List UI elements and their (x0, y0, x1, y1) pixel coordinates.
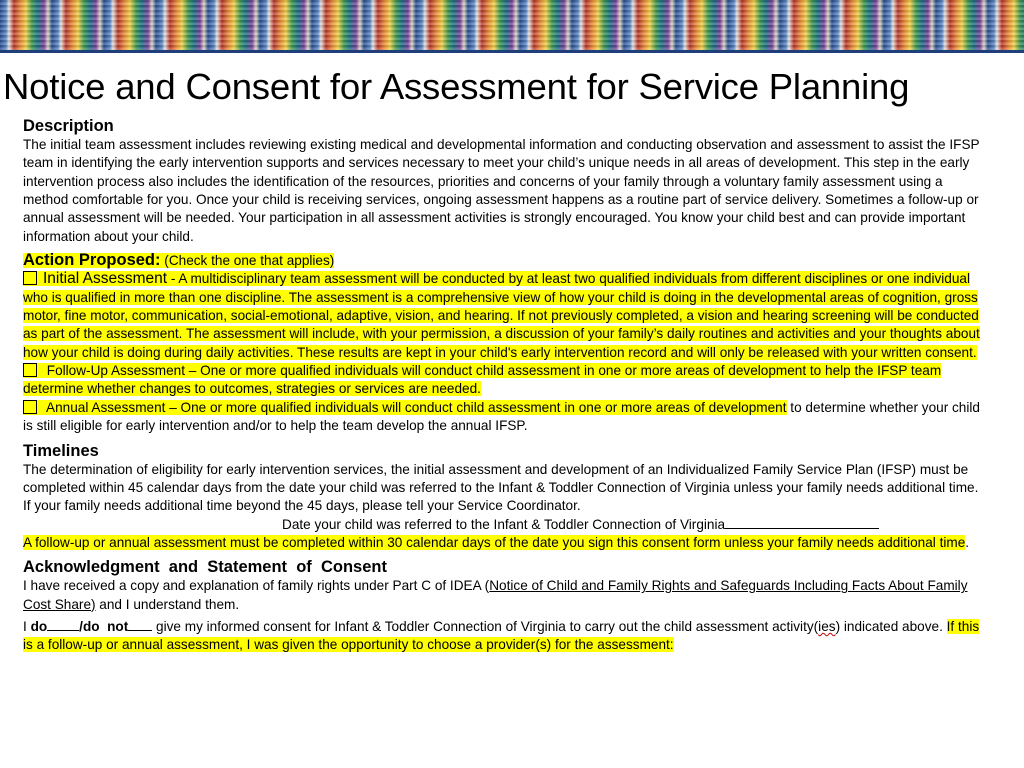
do-option: do (30, 618, 48, 634)
description-section (23, 116, 985, 246)
followup-assessment-checkbox[interactable] (23, 363, 37, 377)
timelines-text: The determination of eligibility for early intervention services, the initial assessment and development of an Individualized Family Service Plan (IFSP) must be completed within 45 calendar days from the date your child was referred to the Infant & Toddler Connection of Virginia unless your family needs additional time. If your family needs additional time beyond the 45 days, please tell your Service Coordinator. (23, 461, 979, 514)
consent-heading: Acknowledgment and Statement of Consent (23, 558, 387, 577)
do-not-blank[interactable] (128, 618, 152, 631)
annual-assessment-text-cont: to determine whether your child is still eligible for early intervention and/or to help the team develop the annual IFSP. (23, 399, 980, 434)
consent-i: I (23, 618, 31, 634)
do-not-option: do not (82, 618, 129, 634)
annual-assessment-text: Annual Assessment – One or more qualified individuals will conduct child assessment in one or more areas of development (43, 399, 787, 415)
followup-timeline-text: A follow-up or annual assessment must be completed within 30 calendar days of the date you sign this consent form unless your family needs additional time (23, 534, 966, 550)
action-proposed-header (23, 251, 985, 270)
rights-received-text: I have received a copy and explanation of family rights under Part C of IDEA ( (23, 578, 490, 594)
annual-assessment-checkbox[interactable] (23, 400, 37, 414)
referral-date-field[interactable] (725, 516, 879, 529)
action-proposed-heading: Action Proposed: (23, 251, 161, 270)
provider-choice-note: If this is a follow-up or annual assessment, I was given the opportunity to choose a provider(s) for the assessment: (23, 618, 980, 653)
option-initial-assessment (23, 270, 985, 362)
referral-date-label: Date your child was referred to the Infant & Toddler Connection of Virginia (282, 516, 726, 532)
initial-assessment-checkbox[interactable] (23, 271, 37, 285)
consent-text: give my informed consent for Infant & Toddler Connection of Virginia to carry out the child assessment activity( (152, 618, 819, 634)
consent-text-end: ) indicated above. (835, 618, 947, 634)
followup-timeline-period: . (965, 534, 970, 550)
banner-divider (0, 50, 1024, 53)
consent-ies: ies (818, 618, 836, 634)
page-title: Notice and Consent for Assessment for Service Planning (3, 66, 910, 107)
consent-statement (23, 618, 985, 655)
consent-document (23, 116, 985, 655)
followup-assessment-text: Follow-Up Assessment – One or more qualified individuals will conduct child assessment in one or more areas of development to help the IFSP team determine whether changes to outcomes, strategies or services are needed. (23, 363, 942, 397)
rights-received-end: and I understand them. (95, 596, 240, 612)
decorative-banner (0, 0, 1024, 50)
do-slash: / (79, 618, 83, 634)
action-proposed-hint: (Check the one that applies) (164, 253, 335, 269)
initial-assessment-label: Initial Assessment (43, 270, 168, 288)
consent-section (23, 557, 985, 654)
rights-received-statement (23, 577, 985, 614)
option-followup-assessment (23, 362, 985, 399)
action-proposed-section (23, 251, 985, 435)
option-annual-assessment (23, 399, 985, 436)
do-blank[interactable] (47, 618, 79, 631)
description-heading: Description (23, 117, 114, 135)
initial-assessment-text: - A multidisciplinary team assessment will be conducted by at least two qualified individuals from different disciplines or one individual who is qualified in more than one discipline. The assessment is a comprehensive view of how your child is doing in the developmental areas of cognition, gross motor, fine motor, communication, social-emotional, adaptive, vision, and hearing. If not previously completed, a vision and hearing screening will be conducted as part of the assessment. The assessment will include, with your permission, a discussion of your family’s daily routines and activities and your thoughts about how your child is doing during daily activities. These results are kept in your child's early intervention record and will only be released with your written consent. (23, 271, 980, 360)
timelines-section (23, 441, 985, 553)
referral-date-row (23, 516, 985, 534)
timelines-heading: Timelines (23, 441, 99, 460)
followup-timeline-note (23, 534, 985, 552)
rights-notice-link[interactable]: Notice of Child and Family Rights and Safeguards Including Facts About Family Cost Share) (23, 578, 968, 612)
description-text: The initial team assessment includes reviewing existing medical and developmental information and conducting observation and assessment to assist the IFSP team in identifying the early intervention supports and services necessary to meet your child’s unique needs in all areas of development. This step in the early intervention process also includes the identification of the resources, priorities and concerns of your family through a voluntary family assessment using a method comfortable for you. Once your child is receiving services, ongoing assessment happens as a routine part of service delivery. Sometimes a follow-up or annual assessment will be needed. Your participation in all assessment activities is strongly encouraged. You know your child best and can provide important information about your child. (23, 137, 980, 244)
